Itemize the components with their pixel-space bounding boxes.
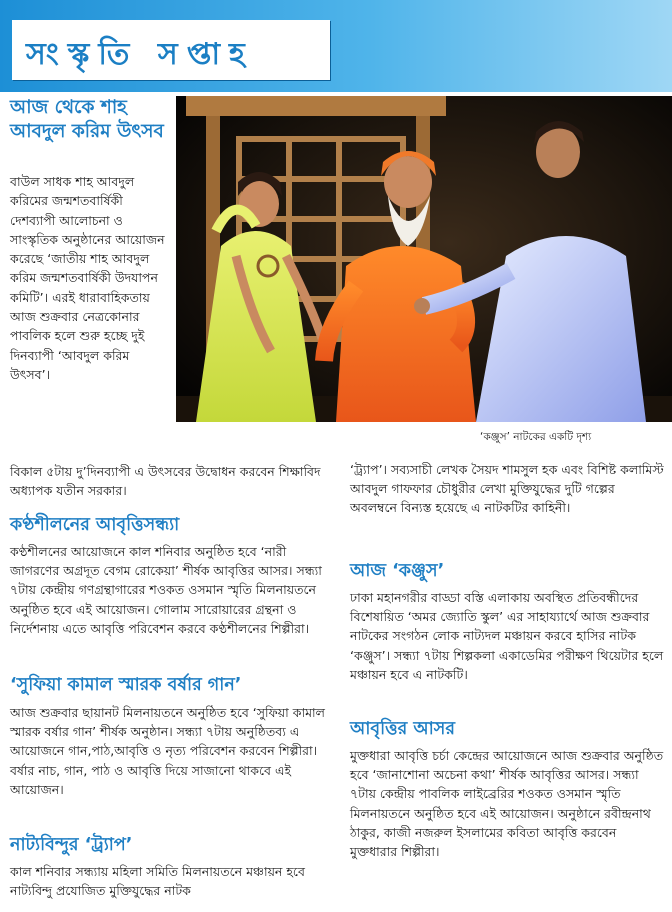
article-body-trap: কাল শনিবার সন্ধ্যায় মহিলা সমিতি মিলনায়তনে মঞ্চায়ন হবে নাট্যবিন্দু প্রযোজিত মুক্তিযুদ্ধের নাটক	[10, 864, 305, 899]
article-heading-trap: নাট্যবিন্দুর ‘ট্র্যাপ’	[10, 835, 133, 855]
article-body-kanthoshilon: কণ্ঠশীলনের আয়োজনে কাল শনিবার অনুষ্ঠিত হবে ‘নারী জাগরণের অগ্রদূত বেগম রোকেয়া’ শীর্ষক আবৃত্তির আসর। সন্ধ্যা ৭টায় কেন্দ্রীয় গণগ্রন্থাগারের শওকত ওসমান স্মৃতি মিলনায়তনে অনুষ্ঠিত হবে এই আয়োজন। গোলাম সারোয়ারের গ্রন্থনা ও নির্দেশনায় এতে আবৃত্তি পরিবেশন করবে কণ্ঠশীলনের শিল্পীরা।	[10, 544, 322, 636]
article-body-trap-continued: ‘ট্র্যাপ’। সব্যসাচী লেখক সৈয়দ শামসুল হক এবং বিশিষ্ট কলামিস্ট আবদুল গাফফার চৌধুরীর লেখা মুক্তিযুদ্ধের দুটি গল্পের অবলম্বনে বিন্যস্ত হয়েছে এ নাটকটির কাহিনী।	[350, 462, 664, 516]
lead-heading: আজ থেকে শাহ আবদুল করিম উৎসব	[10, 97, 164, 142]
page-title: সংস্কৃতি সপ্তাহ	[26, 37, 254, 72]
article-heading-kanthoshilon: কণ্ঠশীলনের আবৃত্তিসন্ধ্যা	[10, 515, 180, 535]
lead-body-continued: বিকাল ৫টায় দু’দিনব্যাপী এ উৎসবের উদ্বোধন করবেন শিক্ষাবিদ অধ্যাপক যতীন সরকার।	[10, 464, 321, 499]
lead-body: বাউল সাধক শাহ আবদুল করিমের জন্মশতবার্ষিকী দেশব্যাপী আলোচনা ও সাংস্কৃতিক অনুষ্ঠানের আয়োজন করেছে ‘জাতীয় শাহ আবদুল করিম জন্মশতবার্ষিকী উদযাপন কমিটি’। এরই ধারাবাহিকতায় আজ শুক্রবার নেত্রকোনার পাবলিক হলে শুরু হচ্ছে দুই দিনব্যাপী ‘আবদুল করিম উৎসব’।	[10, 174, 165, 382]
article-body-abritti-asor: মুক্তধারা আবৃত্তি চর্চা কেন্দ্রের আয়োজনে আজ শুক্রবার অনুষ্ঠিত হবে ‘জানাশোনা অচেনা কথা’ শীর্ষক আবৃত্তির আসর। সন্ধ্যা ৭টায় কেন্দ্রীয় পাবলিক লাইব্রেরির শওকত ওসমান স্মৃতি মিলনায়তনে অনুষ্ঠিত হবে এই আয়োজন। অনুষ্ঠানে রবীন্দ্রনাথ ঠাকুর, কাজী নজরুল ইসলামের কবিতা আবৃত্তি করবেন মুক্তধারার শিল্পীরা।	[350, 748, 664, 860]
article-body-konjus: ঢাকা মহানগরীর বাড্ডা বস্তি এলাকায় অবস্থিত প্রতিবন্ধীদের বিশেষায়িত ‘অমর জ্যোতি স্কুল’ এর সাহায্যার্থে আজ শুক্রবার নাটকের সংগঠন লোক নাট্যদল মঞ্চায়ন করবে হাসির নাটক ‘কঞ্জুস’। সন্ধ্যা ৭টায় শিল্পকলা একাডেমির পরীক্ষণ থিয়েটার হলে মঞ্চায়ন হবে এ নাটকটি।	[350, 590, 664, 682]
article-body-sufia-kamal: আজ শুক্রবার ছায়ানট মিলনায়তনে অনুষ্ঠিত হবে ‘সুফিয়া কামাল স্মারক বর্ষার গান’ শীর্ষক অনুষ্ঠান। সন্ধ্যা ৭টায় অনুষ্ঠিতব্য এ আয়োজনে গান,পাঠ,আবৃত্তি ও নৃত্য পরিবেশন করবেন শিল্পীরা। বর্ষার নাচ, গান, পাঠ ও আবৃত্তি দিয়ে সাজানো থাকবে এই আয়োজন।	[10, 705, 325, 797]
article-heading-sufia-kamal: ‘সুফিয়া কামাল স্মারক বর্ষার গান’	[10, 675, 242, 695]
photo-caption: ‘কঞ্জুস’ নাটকের একটি দৃশ্য	[480, 431, 592, 443]
play-scene-photo	[176, 96, 672, 422]
article-heading-abritti-asor: আবৃত্তির আসর	[350, 719, 455, 739]
article-heading-konjus: আজ ‘কঞ্জুস’	[350, 561, 445, 581]
